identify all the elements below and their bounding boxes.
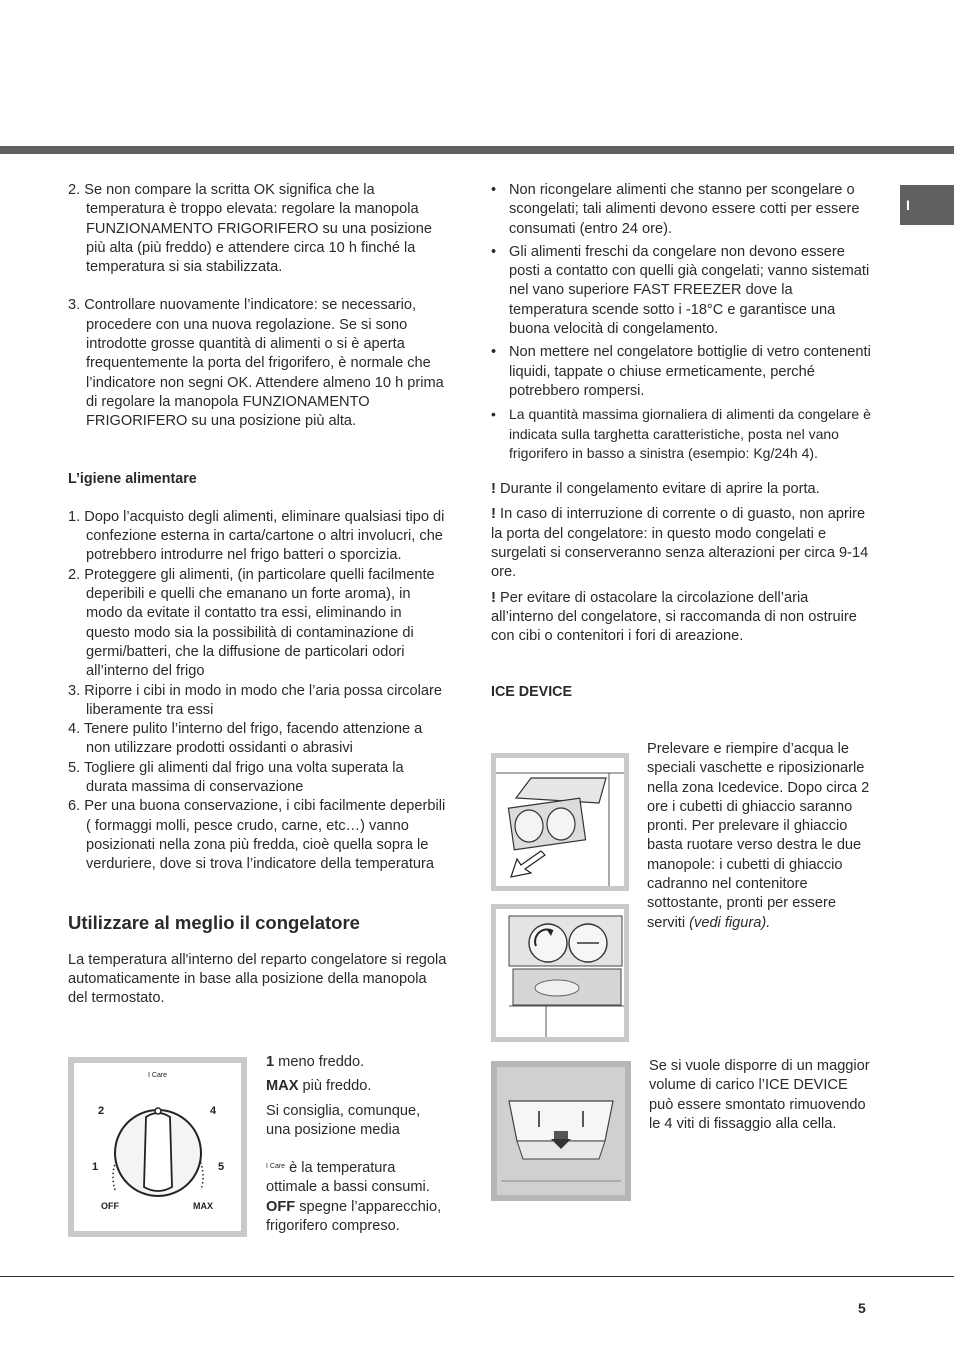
ice-device-removal-text: Se si vuole disporre di un maggior volume di carico l’ICE DEVICE può essere smontato rimuovendo le 4 viti di fissaggio alla cella.: [649, 1058, 870, 1132]
ice-device-heading: ICE DEVICE: [491, 683, 573, 700]
warning-1: ! Durante il congelamento evitare di aprire la porta.: [491, 480, 820, 498]
setting-max-label: MAX: [266, 1078, 299, 1095]
ice-device-text: Prelevare e riempire d’acqua le speciali vaschette e riposizionarle nella zona Icedevice. Dopo circa 2 ore i cubetti di ghiaccio saranno pronti. Per prelevare il ghiaccio basta ruotare verso destra le due manopole: i cubetti di ghiaccio cadranno nel contenitore sottostante, pronti per essere serviti (vedi figura).: [647, 741, 870, 931]
warning-3: ! Per evitare di ostacolare la circolazione dell’aria all’interno del congelatore, si raccomanda di non ostruire con cibi o contenitori i fori di areazione.: [491, 588, 857, 645]
steps-list: [68, 181, 448, 277]
freezer-bullets: [491, 181, 871, 463]
icare-icon: I Care: [266, 1163, 286, 1171]
hygiene-list: [68, 508, 448, 875]
left-column: [68, 181, 448, 1008]
footer-rule: [0, 1276, 954, 1277]
list-item: • Gli alimenti freschi da congelare non devono essere posti a contatto con quelli già congelati; vanno sistemati nel vano superiore FAST FREEZER dove la temperatura scende sotto i -18°C e garantisce una buona velocità di congelamento.: [491, 243, 871, 339]
freezer-heading: Utilizzare al meglio il congelatore: [68, 911, 360, 933]
dial-mark-5: 5: [218, 1161, 225, 1173]
ice-device-figure-2: [491, 904, 629, 1042]
setting-off-label: OFF: [266, 1198, 296, 1215]
list-item: • Non ricongelare alimenti che stanno per scongelare o scongelati; tali alimenti devono essere cotti per essere consumati (entro 24 ore).: [491, 181, 871, 239]
list-item: 2. Proteggere gli alimenti, (in particolare quelli facilmente deperibili e quelli che emanano un forte aroma), in modo da evitate il contatto tra essi, eliminando in questo modo sia la possibilità di contaminazione di germi/batteri, che la diffusione de particolari odori all’interno del frigo: [68, 566, 435, 680]
page-number: 5: [858, 1300, 866, 1316]
setting-off-text: spegne l’apparecchio, frigorifero compreso.: [266, 1198, 442, 1235]
ice-device-figure-3: [491, 1061, 631, 1201]
steps-list: [68, 296, 448, 431]
list-item: 1. Dopo l’acquisto degli alimenti, eliminare qualsiasi tipo di confezione esterna in carta/cartone o altri involucri, che potrebbero introdurre nel frigo batteri o sporcizia.: [68, 508, 445, 564]
thermostat-dial-figure: [68, 1057, 247, 1237]
advice-text: Si consiglia, comunque, una posizione media: [266, 1102, 421, 1138]
hygiene-heading: L’igiene alimentare: [68, 470, 197, 487]
list-item: 3. Controllare nuovamente l’indicatore: se necessario, procedere con una nuova regolazione. Se si sono introdotte grosse quantità di alimenti o si è aperta frequentemente la porta del frigorifero, è normale che l’indicatore non segni OK. Attendere almeno 10 h prima di regolare la manopola FUNZIONAMENTO FRIGORIFERO su una posizione più alta.: [68, 297, 444, 430]
setting-1-text: meno freddo.: [274, 1054, 365, 1070]
right-column: [491, 181, 871, 702]
dial-mark-max: MAX: [193, 1201, 213, 1211]
dial-mark-4: 4: [210, 1105, 217, 1117]
list-item: 6. Per una buona conservazione, i cibi facilmente deperbili ( formaggi molli, pesce crudo, carne, etc…) vanno posizionati nella zona più fredda, cioè quella sopra le verduriere, dove si trova l’indicatore della temperatura: [68, 798, 446, 873]
warning-2: ! In caso di interruzione di corrente o di guasto, non aprire la porta del congelatore: in questo modo congelati e surgelati si conserveranno senza alterazioni per circa 9-14 ore.: [491, 505, 869, 581]
language-tab: I: [900, 185, 954, 225]
icare-text: è la temperatura ottimale a bassi consumi.: [266, 1160, 430, 1196]
freezer-intro: La temperatura all'interno del reparto congelatore si regola automaticamente in base alla posizione della manopola del termostato.: [68, 951, 447, 1007]
setting-1-label: 1: [266, 1054, 275, 1070]
list-item: • Non mettere nel congelatore bottiglie di vetro contenenti liquidi, tappate o chiuse ermeticamente, perché potrebbero rompersi.: [491, 343, 871, 401]
list-item: 4. Tenere pulito l’interno del frigo, facendo attenzione a non utilizzare prodotti ossidanti o abrasivi: [68, 721, 423, 757]
ice-device-figure-1: [491, 753, 629, 891]
setting-max-text: più freddo.: [298, 1078, 372, 1095]
icare-label: I Care: [148, 1072, 168, 1079]
list-item: • La quantità massima giornaliera di alimenti da congelare è indicata sulla targhetta caratteristiche, posta nel vano frigorifero in basso a sinistra (esempio: Kg/24h 4).: [491, 405, 871, 463]
dial-mark-2: 2: [98, 1105, 105, 1117]
list-item: 5. Togliere gli alimenti dal frigo una volta superata la durata massima di conservazione: [68, 759, 404, 796]
dial-notes: [266, 1053, 448, 1236]
list-item: 3. Riporre i cibi in modo in modo che l’aria possa circolare liberamente tra essi: [68, 682, 442, 718]
list-item: 2. Se non compare la scritta OK significa che la temperatura è troppo elevata: regolare la manopola FUNZIONAMENTO FRIGORIFERO su una posizione più alta (più freddo) e attendere circa 10 h finché la temperatura si sia stabilizzata.: [68, 182, 433, 276]
header-bar: [0, 146, 954, 154]
dial-mark-off: OFF: [101, 1201, 119, 1211]
dial-mark-1: 1: [92, 1161, 99, 1173]
